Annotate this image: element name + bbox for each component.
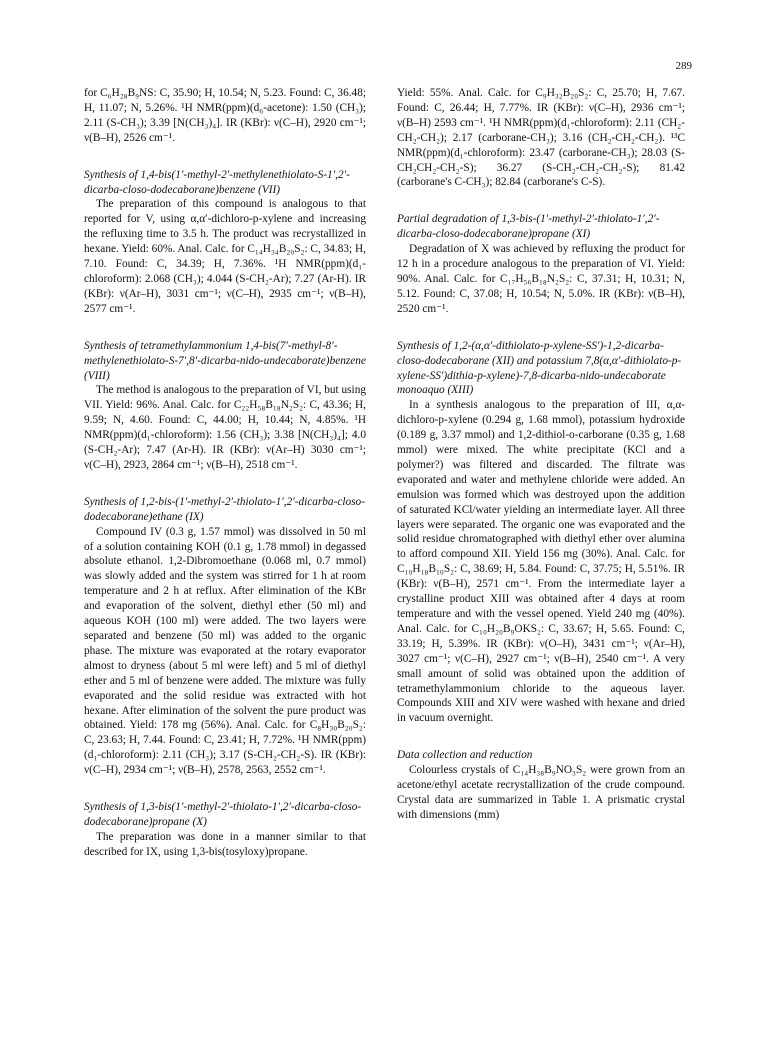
right-column <box>397 86 685 823</box>
paragraph: for C₆H₂₈B₉NS: C, 35.90; H, 10.54; N, 5.23. Found: C, 36.48; H, 11.07; N, 5.26%. ¹H NMR(ppm)(d₆-acetone): 1.50 (CH₃); 2.11 (S-CH₃); 3.39 [N(CH₃)₄]. IR (KBr): ν(C–H), 2920 cm⁻¹; ν(B–H), 2526 cm⁻¹. <box>84 87 366 144</box>
paragraph: Yield: 55%. Anal. Calc. for C₉H₃₂B₂₀S₂: C, 25.70; H, 7.67. Found: C, 26.44; H, 7.77%. IR (KBr): ν(C–H), 2936 cm⁻¹; ν(B–H) 2593 cm⁻¹. ¹H NMR(ppm)(d₁-chloroform): 2.11 (CH₂-CH₂-CH₂); 2.17 (carborane-CH₃); 3.16 (CH₂-CH₂-CH₂). ¹³C NMR(ppm)(d₁-chloroform): 23.47 (carborane-CH₃); 28.03 (S-CH₂CH₂-CH₂-S); 36.27 (S-CH₂-CH₂-CH₂-S); 81.42 (carborane's C-CH₃); 82.84 (carborane's C-S). <box>397 87 685 189</box>
paragraph: The method is analogous to the preparation of VI, but using VII. Yield: 96%. Anal. Calc. for C₂₂H₅₈B₁₈N₂S₂: C, 43.36; H, 9.59; N, 4.60. Found: C, 44.00; H, 10.44; N, 4.85%. ¹H NMR(ppm)(d₁-chloroform): 1.56 (CH₃); 3.38 [N(CH₃)₄]; 4.0 (S-CH₂-Ar); 7.47 (Ar-H). IR (KBr): ν(Ar–H) 3030 cm⁻¹; ν(C–H), 2923, 2864 cm⁻¹; ν(B–H), 2518 cm⁻¹. <box>84 384 366 471</box>
section-heading: Synthesis of 1,2-bis-(1′-methyl-2′-thiolato-1′,2′-dicarba-closo-dodecaborane)ethane (IX) <box>84 495 365 523</box>
page-number: 289 <box>675 60 692 72</box>
paragraph: The preparation was done in a manner similar to that described for IX, using 1,3-bis(tosyloxy)propane. <box>84 830 366 858</box>
paragraph: Colourless crystals of C₁₄H₃₈B₉NO₃S₂ were grown from an acetone/ethyl acetate recrystallization of the crude compound. Crystal data are summarized in Table 1. A prismatic crystal with dimensions (mm) <box>397 764 685 821</box>
paragraph: The preparation of this compound is analogous to that reported for V, using α,α′-dichloro-p-xylene and increasing the refluxing time to 3.5 h. The product was recrystallized in hexane. Yield: 60%. Anal. Calc. for C₁₄H₃₄B₂₀S₂: C, 34.83; H, 7.10. Found: C, 34.39; H, 7.36%. ¹H NMR(ppm)(d₁-chloroform): 2.068 (CH₃); 4.044 (S-CH₂-Ar); 7.27 (Ar-H). IR (KBr): ν(Ar–H), 3031 cm⁻¹; ν(C–H), 2935 cm⁻¹; ν(B–H), 2577 cm⁻¹. <box>84 198 366 315</box>
section-heading: Data collection and reduction <box>397 749 533 762</box>
section-heading: Partial degradation of 1,3-bis-(1′-methyl-2′-thiolato-1′,2′-dicarba-closo-dodecaborane)propane (XI) <box>397 213 660 241</box>
section-heading: Synthesis of 1,3-bis(1′-methyl-2′-thiolato-1′,2′-dicarba-closo-dodecaborane)propane (X) <box>84 801 362 828</box>
paragraph: In a synthesis analogous to the preparation of III, α,α-dichloro-p-xylene (0.294 g, 1.68 mmol), potassium hydroxide (0.189 g, 3.37 mmol) and 1,2-dithiol-o-carborane (0.35 g, 1.68 mmol) were mixed. The white precipitate (KCl and a polymer?) was filtered and discarded. The filtrate was evaporated and water and methylene chloride were added. An emulsion was formed which was destroyed upon the addition of saturated KCl/water yielding an intermediate layer. All three layers were separated. The organic one was evaporated and the solid residue chromatographed with diethyl ether over alumina to afford compound XII. Yield 156 mg (30%). Anal. Calc. for C₁₀H₁₈B₁₀S₂: C, 38.69; H, 5.84. Found: C, 37.75; H, 5.51%. IR (KBr): ν(B–H), 2571 cm⁻¹. From the intermediate layer a crystalline product XIII was obtained after 4 days at room temperature and with the vessel opened. Yield 240 mg (40%). Anal. Calc. for C₁₀H₂₀B₉OKS₂: C, 33.67; H, 5.65. Found: C, 33.19; H, 5.39%. IR (KBr): ν(O–H), 3431 cm⁻¹; ν(Ar–H), 3027 cm⁻¹; ν(C–H), 2927 cm⁻¹; ν(B–H), 2540 cm⁻¹. A very small amount of solid was obtained upon the addition of tetramethylammonium chloride to the aqueous layer. Compounds XIII and XIV were washed with hexane and dried in vacuum overnight. <box>397 399 685 725</box>
section-heading: Synthesis of 1,4-bis(1′-methyl-2′-methylenethiolato-S-1′,2′-dicarba-closo-dodecaborane)benzene (VII) <box>84 168 350 196</box>
section-heading: Synthesis of 1,2-(α,α′-dithiolato-p-xylene-SS′)-1,2-dicarba-closo-dodecaborane (XII) and potassium 7,8(α,α′-dithiolato-p-xylene-SS′)dithia-p-xylene)-7,8-dicarba-nido-undecaborate monoaquo (XIII) <box>397 339 682 397</box>
paragraph: Degradation of X was achieved by refluxing the product for 12 h in a procedure analogous to the preparation of VI. Yield: 90%. Anal. Calc. for C₁₇H₅₆B₁₈N₂S₂: C, 37.31; H, 10.31; N, 5.12. Found: C, 37.08; H, 10.54; N, 5.0%. IR (KBr): ν(B–H), 2520 cm⁻¹. <box>397 243 685 315</box>
left-column <box>84 86 366 860</box>
section-heading: Synthesis of tetramethylammonium 1,4-bis(7′-methyl-8′-methylenethiolato-S-7′,8′-dicarba-nido-undecaborate)benzene (VIII) <box>84 339 366 382</box>
paragraph: Compound IV (0.3 g, 1.57 mmol) was dissolved in 50 ml of a solution containing KOH (0.1 g, 1.78 mmol) in degassed absolute ethanol. 1,2-Dibromoethane (0.068 ml, 0.7 mmol) was slowly added and the system was stirred for 1 h at room temperature and 2 h at reflux. After elimination of the KBr and evaporation of the solvent, diethyl ether (50 ml) and aqueous KOH (100 ml) were added. The two layers were separated and benzene (50 ml) was added to the organic phase. The mixture was evaporated at the rotary evaporator almost to dryness (about 5 ml were left) and 5 ml of diethyl ether and 5 ml of benzene were added. The mixture was fully evaporated and the solid residue was extracted with hot hexane. After elimination of the solvent the pure product was obtained. Yield: 178 mg (56%). Anal. Calc. for C₈H₃₀B₂₀S₂: C, 23.63; H, 7.44. Found: C, 23.41; H, 7.72%. ¹H NMR(ppm)(d₁-chloroform): 2.11 (CH₃); 3.17 (S-CH₂-CH₂-S). IR (KBr): ν(C–H), 2934 cm⁻¹; ν(B–H), 2578, 2563, 2552 cm⁻¹. <box>84 525 366 777</box>
